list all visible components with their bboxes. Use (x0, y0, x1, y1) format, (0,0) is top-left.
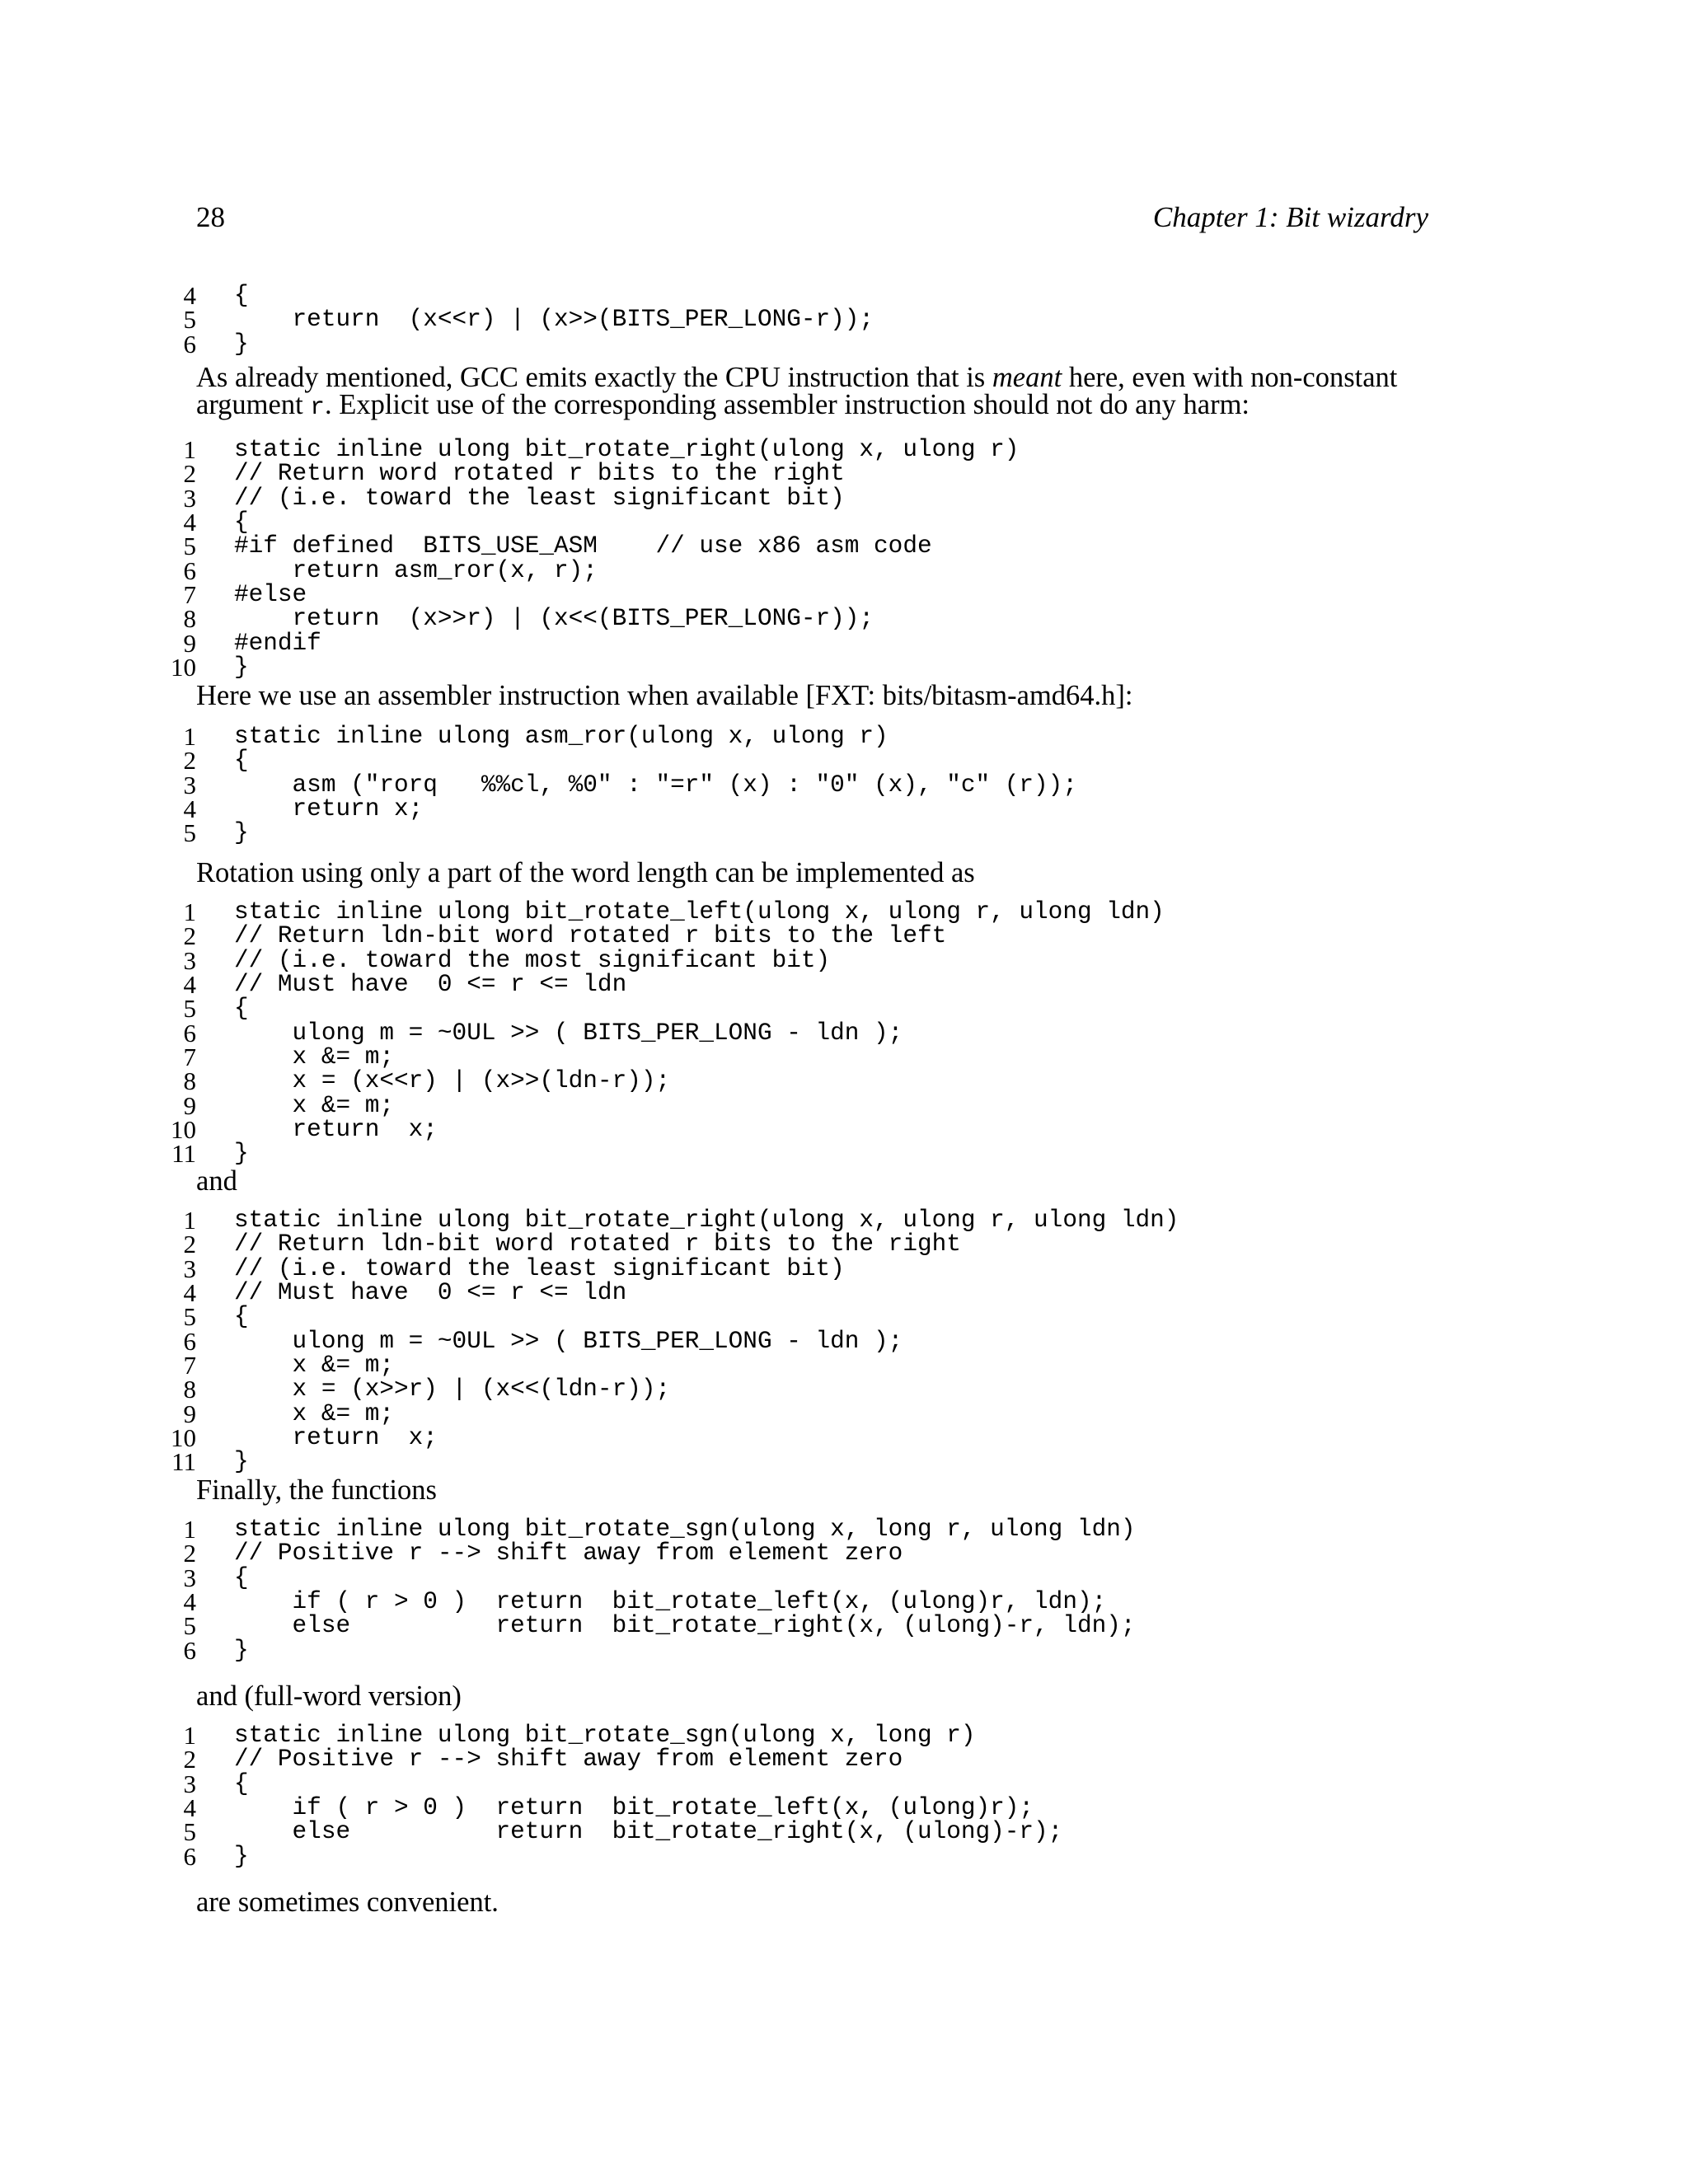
body-paragraph (196, 1474, 1432, 1506)
paragraph-text: and (full-word version) (196, 1680, 462, 1712)
code-text: x = (x>>r) | (x<<(ldn-r)); (234, 1376, 671, 1404)
line-number: 1 (183, 898, 196, 926)
code-text: return x; (234, 795, 424, 823)
line-number: 11 (171, 1447, 196, 1477)
code-text: { (234, 509, 249, 537)
emphasis-text: meant (992, 362, 1062, 393)
code-text: if ( r > 0 ) return bit_rotate_left(x, (ulong)r, ldn); (234, 1588, 1107, 1616)
line-number: 6 (183, 1635, 196, 1665)
line-number: 1 (183, 1515, 196, 1544)
line-number: 5 (183, 532, 196, 561)
paragraph-text: Rotation using only a part of the word length can be implemented as (196, 857, 975, 888)
body-paragraph (196, 364, 1432, 421)
code-text: // Must have 0 <= r <= ldn (234, 971, 627, 999)
code-text: else return bit_rotate_right(x, (ulong)-r, ldn); (234, 1612, 1136, 1640)
code-text: { (234, 1769, 249, 1797)
code-text: } (234, 819, 249, 847)
line-number: 2 (183, 1230, 196, 1259)
paragraph-text: and (196, 1165, 237, 1197)
code-text: // Return ldn-bit word rotated r bits to the right (234, 1230, 961, 1258)
code-text: } (234, 1842, 249, 1870)
line-number: 3 (183, 1254, 196, 1283)
line-number: 8 (183, 1066, 196, 1096)
line-number: 5 (183, 994, 196, 1024)
line-number: 10 (171, 1423, 196, 1453)
paragraph-text: are sometimes convenient. (196, 1886, 499, 1918)
line-number: 6 (183, 555, 196, 585)
line-number: 3 (183, 483, 196, 513)
body-paragraph (196, 682, 1432, 710)
line-number: 5 (183, 1611, 196, 1641)
code-text: x &= m; (234, 1352, 395, 1380)
code-text: static inline ulong bit_rotate_left(ulong x, ulong r, ulong ldn) (234, 898, 1165, 926)
code-text: } (234, 1140, 249, 1168)
line-number: 1 (183, 1206, 196, 1235)
line-number: 1 (183, 722, 196, 751)
line-number: 6 (183, 329, 196, 359)
line-number: 2 (183, 921, 196, 951)
line-number: 10 (171, 1115, 196, 1145)
code-text: } (234, 330, 249, 358)
code-text: { (234, 995, 249, 1023)
line-number: 6 (183, 1841, 196, 1871)
code-text: // (i.e. toward the most significant bit) (234, 946, 831, 974)
code-text: // Must have 0 <= r <= ldn (234, 1279, 627, 1307)
code-text: x &= m; (234, 1091, 395, 1119)
code-text: // Return ldn-bit word rotated r bits to the left (234, 922, 947, 950)
inline-code: r (310, 393, 325, 421)
line-number: 6 (183, 1326, 196, 1356)
line-number: 5 (183, 1817, 196, 1847)
line-number: 5 (183, 818, 196, 848)
line-number: 7 (183, 1351, 196, 1380)
code-text: return (x<<r) | (x>>(BITS_PER_LONG-r)); (234, 306, 874, 334)
code-text: } (234, 654, 249, 682)
body-paragraph (196, 1165, 1432, 1197)
body-paragraph (196, 1886, 1432, 1918)
line-number: 2 (183, 1745, 196, 1774)
code-text: x &= m; (234, 1043, 395, 1071)
page-number: 28 (196, 201, 225, 233)
paragraph-text: As already mentioned, GCC emits exactly the CPU instruction that is (196, 362, 992, 393)
line-number: 9 (183, 1090, 196, 1120)
code-text: static inline ulong bit_rotate_sgn(ulong x, long r, ulong ldn) (234, 1516, 1136, 1543)
line-number: 6 (183, 1018, 196, 1047)
code-text: asm ("rorq %%cl, %0" : "=r" (x) : "0" (x), "c" (r)); (234, 771, 1077, 799)
code-text: return (x>>r) | (x<<(BITS_PER_LONG-r)); (234, 605, 874, 633)
line-number: 2 (183, 459, 196, 489)
code-text: return x; (234, 1424, 438, 1452)
code-text: { (234, 282, 249, 309)
body-paragraph (196, 857, 1432, 888)
line-number: 2 (183, 1539, 196, 1568)
running-header (196, 201, 1428, 237)
code-text: x &= m; (234, 1399, 395, 1427)
code-text: { (234, 1303, 249, 1331)
line-number: 4 (183, 1587, 196, 1617)
line-number: 5 (183, 1302, 196, 1332)
code-text: { (234, 1563, 249, 1591)
line-number: 4 (183, 794, 196, 824)
line-number: 11 (171, 1139, 196, 1169)
code-text: if ( r > 0 ) return bit_rotate_left(x, (ulong)r); (234, 1794, 1034, 1822)
code-text: ulong m = ~0UL >> ( BITS_PER_LONG - ldn ); (234, 1019, 903, 1047)
code-text: x = (x<<r) | (x>>(ldn-r)); (234, 1067, 671, 1095)
line-number: 5 (183, 305, 196, 335)
line-number: 1 (183, 435, 196, 464)
code-text: #endif (234, 629, 321, 657)
code-text: static inline ulong bit_rotate_sgn(ulong x, long r) (234, 1722, 976, 1749)
code-text: } (234, 1636, 249, 1664)
code-text: // Positive r --> shift away from element zero (234, 1540, 903, 1568)
paragraph-text: . Explicit use of the corresponding assembler instruction should not do any harm: (325, 389, 1250, 420)
line-number: 8 (183, 1375, 196, 1404)
line-number: 4 (183, 1793, 196, 1823)
line-number: 4 (183, 281, 196, 310)
line-number: 9 (183, 1399, 196, 1428)
code-text: return x; (234, 1116, 438, 1144)
code-text: } (234, 1448, 249, 1476)
body-paragraph (196, 1680, 1432, 1712)
line-number: 7 (183, 580, 196, 610)
paragraph-text: Here we use an assembler instruction when available [FXT: bits/bitasm-amd64.h]: (196, 680, 1133, 711)
line-number: 3 (183, 1563, 196, 1592)
code-text: return asm_ror(x, r); (234, 556, 598, 584)
line-number: 10 (171, 653, 196, 682)
line-number: 2 (183, 746, 196, 776)
code-text: { (234, 747, 249, 775)
line-number: 4 (183, 1278, 196, 1308)
code-text: static inline ulong bit_rotate_right(ulong x, ulong r, ulong ldn) (234, 1207, 1179, 1234)
line-number: 9 (183, 628, 196, 658)
line-number: 4 (183, 970, 196, 1000)
code-text: static inline ulong bit_rotate_right(ulong x, ulong r) (234, 436, 1020, 463)
code-text: #if defined BITS_USE_ASM // use x86 asm code (234, 532, 932, 560)
paragraph-text: here, even with non-constant argument (196, 362, 1398, 420)
code-text: else return bit_rotate_right(x, (ulong)-r); (234, 1818, 1063, 1846)
line-number: 3 (183, 1769, 196, 1798)
line-number: 7 (183, 1043, 196, 1072)
code-text: // Return word rotated r bits to the right (234, 460, 845, 488)
code-text: // (i.e. toward the least significant bit) (234, 484, 845, 512)
line-number: 3 (183, 945, 196, 975)
code-text: static inline ulong asm_ror(ulong x, ulong r) (234, 723, 889, 750)
line-number: 1 (183, 1721, 196, 1750)
code-text: ulong m = ~0UL >> ( BITS_PER_LONG - ldn ); (234, 1327, 903, 1355)
line-number: 8 (183, 604, 196, 634)
code-text: // Positive r --> shift away from element zero (234, 1746, 903, 1774)
code-text: #else (234, 581, 307, 609)
line-number: 4 (183, 508, 196, 537)
paragraph-text: Finally, the functions (196, 1474, 437, 1506)
line-number: 3 (183, 770, 196, 799)
code-text: // (i.e. toward the least significant bit) (234, 1254, 845, 1282)
chapter-title: Chapter 1: Bit wizardry (1152, 201, 1428, 233)
